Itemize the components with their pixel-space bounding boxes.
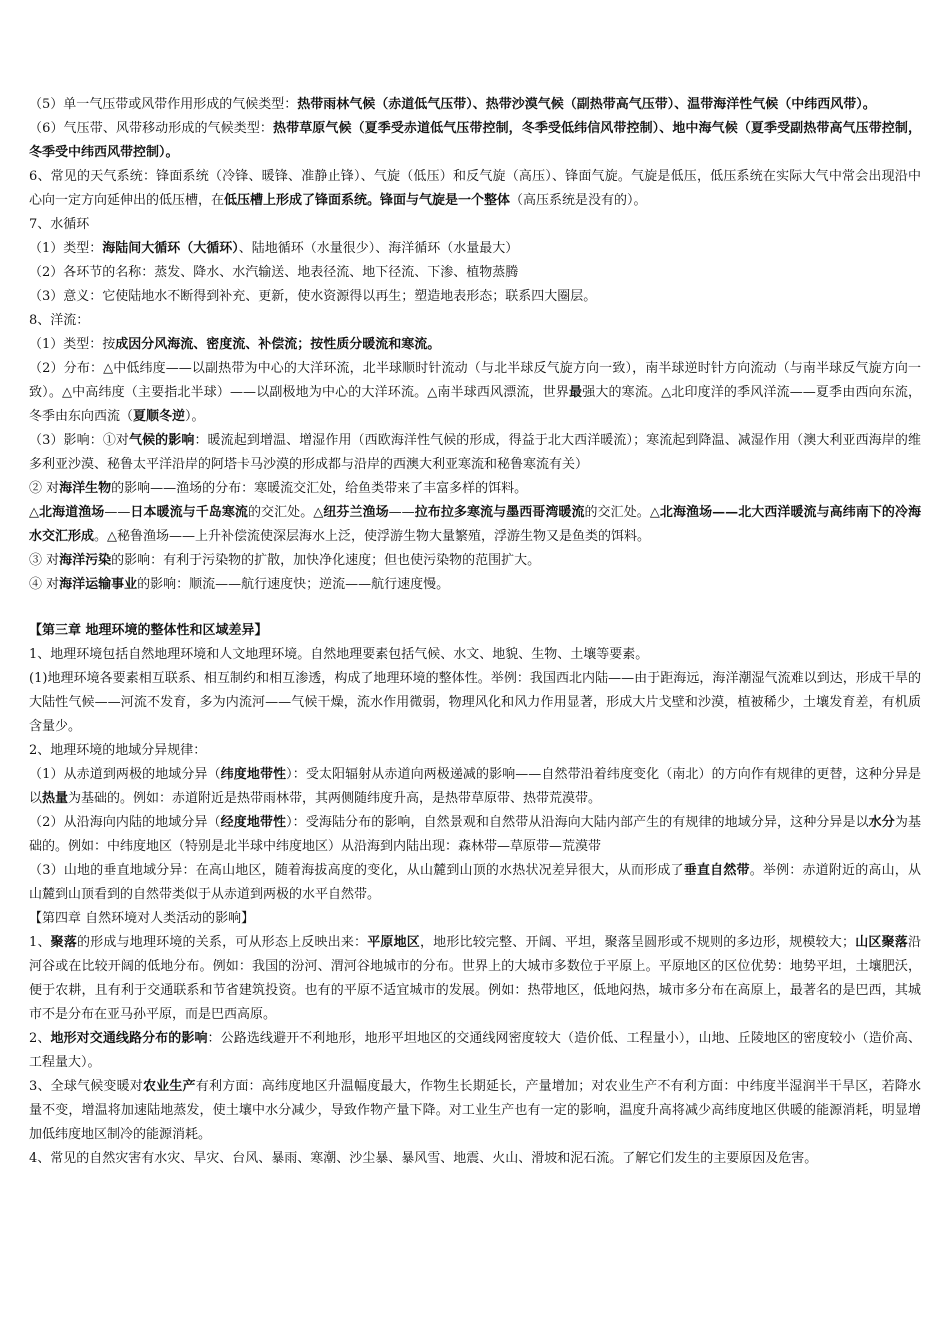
bold-text-run: 山区聚落	[855, 935, 908, 950]
bold-text-run: 低压槽上形成了锋面系统。锋面与气旋是一个整体	[224, 193, 511, 208]
paragraph	[29, 357, 921, 429]
text-run: 的交汇处。△	[247, 505, 324, 520]
paragraph	[29, 1075, 921, 1147]
paragraph	[29, 429, 921, 477]
paragraph	[29, 739, 921, 763]
paragraph	[29, 1027, 921, 1075]
bold-text-run: 海洋生物	[59, 481, 112, 496]
text-run: 的影响：有利于污染物的扩散，加快净化速度；但也使污染物的范围扩大。	[111, 553, 541, 568]
paragraph	[29, 549, 921, 573]
text-run: 为基础的。例如：中纬度地区（特别是北半球中纬度地区）从沿海到内陆出现：森林带—草原带—荒漠带	[29, 815, 921, 854]
bold-text-run: 海陆间大循环（大循环）	[102, 241, 239, 256]
bold-text-run: 纬度地带性	[220, 767, 287, 782]
paragraph	[29, 165, 921, 213]
bold-text-run: 水分	[868, 815, 895, 830]
text-run: 。举例：赤道附近的高山，从山麓到山顶看到的自然带类似于从赤道到两极的水平自然带。	[29, 863, 921, 902]
paragraph	[29, 763, 921, 811]
text-run: 的形成与地理环境的关系，可从形态上反映出来：	[77, 935, 368, 950]
bold-text-run: 北海渔场——北大西洋暖流与高纬南下的冷海水交汇形成	[29, 505, 921, 544]
text-run: （6）气压带、风带移动形成的气候类型：	[29, 121, 274, 136]
text-run: （3）山地的垂直地域分异：在高山地区，随着海拔高度的变化，从山麓到山顶的水热状况差异很大，从而形成了	[29, 863, 684, 878]
bold-text-run: 热带草原气候（夏季受赤道低气压带控制，冬季受低纬信风带控制）、地中海气候（夏季受副热带高气压带控制，冬季受中纬西风带控制）。	[29, 121, 921, 160]
paragraph	[29, 811, 921, 859]
paragraph	[29, 237, 921, 261]
bold-text-run: 日本暖流与千岛寒流	[130, 505, 248, 520]
bold-text-run: 经度地带性	[220, 815, 287, 830]
text-run: 的交汇处。△	[584, 505, 660, 520]
document-body	[29, 93, 921, 1171]
text-run: 4、常见的自然灾害有水灾、旱灾、台风、暴雨、寒潮、沙尘暴、暴风雪、地震、火山、滑坡和泥石流。了解它们发生的主要原因及危害。	[29, 1151, 818, 1166]
text-run: （2）各环节的名称：蒸发、降水、水汽输送、地表径流、地下径流、下渗、植物蒸腾	[29, 265, 519, 280]
text-run: 的影响：顺流——航行速度快；逆流——航行速度慢。	[137, 577, 450, 592]
text-run: （5）单一气压带或风带作用形成的气候类型：	[29, 97, 298, 112]
bold-text-run: 气候的影响	[129, 433, 195, 448]
text-run: 为基础的。例如：赤道附近是热带雨林带，其两侧随纬度升高，是热带草原带、热带荒漠带。	[68, 791, 602, 806]
bold-text-run: 最	[569, 385, 583, 400]
paragraph	[29, 285, 921, 309]
bold-text-run: 纽芬兰渔场	[323, 505, 389, 520]
text-run: 【第四章 自然环境对人类活动的影响】	[29, 911, 255, 926]
paragraph	[29, 309, 921, 333]
bold-text-run: 垂直自然带	[683, 863, 750, 878]
text-run: （高压系统是没有的）。	[510, 193, 647, 208]
paragraph	[29, 93, 921, 117]
text-run: 7、水循环	[29, 217, 90, 232]
text-run: 2、地理环境的地域分异规律：	[29, 743, 207, 758]
text-run: 。△秘鲁渔场——上升补偿流使深层海水上泛，使浮游生物大量繁殖，浮游生物又是鱼类的饵料。	[94, 529, 651, 544]
bold-text-run: 成因分风海流、密度流、补偿流；按性质分暖流和寒流。	[115, 337, 441, 352]
text-run: （1）类型：按	[29, 337, 116, 352]
text-run: 1、	[29, 935, 51, 950]
text-run: 沿河谷或在比较开阔的低地分布。例如：我国的汾河、渭河谷地城市的分布。世界上的大城市多数位于平原上。平原地区的区位优势：地势平坦，土壤肥沃，便于农耕，且有利于交通联系和节省建筑投资。也有的平原不适宜城市的发展。例如：热带地区，低地闷热，城市多分布在高原上，最著名的是巴西，其城市不是分布在亚马孙平原，而是巴西高原。	[29, 935, 921, 1022]
paragraph	[29, 573, 921, 597]
paragraph	[29, 619, 921, 643]
text-run: 1、地理环境包括自然地理环境和人文地理环境。自然地理要素包括气候、水文、地貌、生物、土壤等要素。	[29, 647, 649, 662]
text-run: 、陆地循环（水量很少）、海洋循环（水量最大）	[238, 241, 519, 256]
text-run: 8、洋流：	[29, 313, 90, 328]
paragraph	[29, 213, 921, 237]
bold-text-run: 聚落	[50, 935, 78, 950]
text-run: （2）分布：△中低纬度——以副热带为中心的大洋环流，北半球顺时针流动（与北半球反气旋方向一致），南半球逆时针方向流动（与南半球反气旋方向一致）。△中高纬度（主要指北半球）——以副极地为中心的大洋环流。△南半球西风漂流，世界	[29, 361, 921, 400]
text-run: 6、常见的天气系统：锋面系统（冷锋、暖锋、准静止锋）、气旋（低压）和反气旋（高压）、锋面气旋。气旋是低压，低压系统在实际大气中常会出现沿中心向一定方向延伸出的低压槽，在	[29, 169, 921, 208]
section-spacer	[29, 597, 921, 619]
text-run: （2）从沿海向内陆的地域分异（	[29, 815, 221, 830]
text-run: （3）影响：①对	[29, 433, 129, 448]
bold-text-run: 热带雨林气候（赤道低气压带）、热带沙漠气候（副热带高气压带）、温带海洋性气候（中纬西风带）。	[297, 97, 876, 112]
text-run: ③ 对	[29, 553, 60, 568]
bold-text-run: 夏顺冬逆	[133, 409, 186, 424]
text-run: (1)地理环境各要素相互联系、相互制约和相互渗透，构成了地理环境的整体性。举例：我国西北内陆——由于距海远，海洋潮湿气流难以到达，形成干旱的大陆性气候——河流不发育，多为内流河——气候干燥，流水作用微弱，物理风化和风力作用显著，形成大片戈壁和沙漠，植被稀少，土壤发育差，有机质含量少。	[29, 671, 921, 734]
paragraph	[29, 643, 921, 667]
paragraph	[29, 859, 921, 907]
text-run: 2、	[29, 1031, 51, 1046]
text-run: 强大的寒流。△北印度洋的季风洋流——夏季由西向东流，冬季由东向西流（	[29, 385, 921, 424]
text-run: ：暖流起到增温、增湿作用（西欧海洋性气候的形成，得益于北大西洋暖流）；寒流起到降温、减湿作用（澳大利亚西海岸的维多利亚沙漠、秘鲁太平洋沿岸的阿塔卡马沙漠的形成都与沿岸的西澳大利亚寒流和秘鲁寒流有关）	[29, 433, 921, 472]
paragraph	[29, 333, 921, 357]
bold-text-run: 热量	[42, 791, 69, 806]
bold-text-run: 平原地区	[367, 935, 420, 950]
text-run: 3、全球气候变暖对	[29, 1079, 143, 1094]
bold-text-run: 海洋污染	[59, 553, 112, 568]
bold-text-run: 农业生产	[142, 1079, 196, 1094]
text-run: 有利方面：高纬度地区升温幅度最大，作物生长期延长，产量增加；对农业生产不有利方面：中纬度半湿润半干旱区，若降水量不变，增温将加速陆地蒸发，使土壤中水分减少，导致作物产量下降。对工业生产也有一定的影响，温度升高将减少高纬度地区供暖的能源消耗，明显增加低纬度地区制冷的能源消耗。	[29, 1079, 921, 1142]
text-run: 的影响——渔场的分布：寒暖流交汇处，给鱼类带来了丰富多样的饵料。	[111, 481, 528, 496]
text-run: ② 对	[29, 481, 60, 496]
paragraph	[29, 1147, 921, 1171]
bold-text-run: 拉布拉多寒流与墨西哥湾暖流	[414, 505, 585, 520]
bold-text-run: 海洋运输事业	[59, 577, 138, 592]
bold-text-run: △北海道渔场	[29, 505, 105, 520]
text-run: ）：受海陆分布的影响，自然景观和自然带从沿海向大陆内部产生的有规律的地域分异，这种分异是以	[286, 815, 869, 830]
paragraph	[29, 117, 921, 165]
text-run: ：公路选线避开不利地形，地形平坦地区的交通线网密度较大（造价低、工程量小），山地、丘陵地区的密度较小（造价高、工程量大）。	[29, 1031, 921, 1070]
text-run: ）：受太阳辐射从赤道向两极递减的影响——自然带沿着纬度变化（南北）的方向作有规律的更替，这种分异是以	[29, 767, 921, 806]
paragraph	[29, 931, 921, 1027]
bold-text-run: 地形对交通线路分布的影响	[50, 1031, 208, 1046]
text-run: （1）从赤道到两极的地域分异（	[29, 767, 221, 782]
bold-text-run: 【第三章 地理环境的整体性和区域差异】	[29, 623, 268, 638]
paragraph	[29, 501, 921, 549]
paragraph	[29, 477, 921, 501]
paragraph	[29, 667, 921, 739]
text-run: ④ 对	[29, 577, 60, 592]
text-run: ——	[388, 505, 415, 520]
paragraph	[29, 907, 921, 931]
text-run: ——	[104, 505, 131, 520]
text-run: （1）类型：	[29, 241, 103, 256]
text-run: （3）意义：它使陆地水不断得到补充、更新，使水资源得以再生；塑造地表形态；联系四大圈层。	[29, 289, 597, 304]
text-run: ）。	[185, 409, 205, 424]
text-run: ，地形比较完整、开阔、平坦，聚落呈圆形或不规则的多边形，规模较大；	[419, 935, 855, 950]
paragraph	[29, 261, 921, 285]
